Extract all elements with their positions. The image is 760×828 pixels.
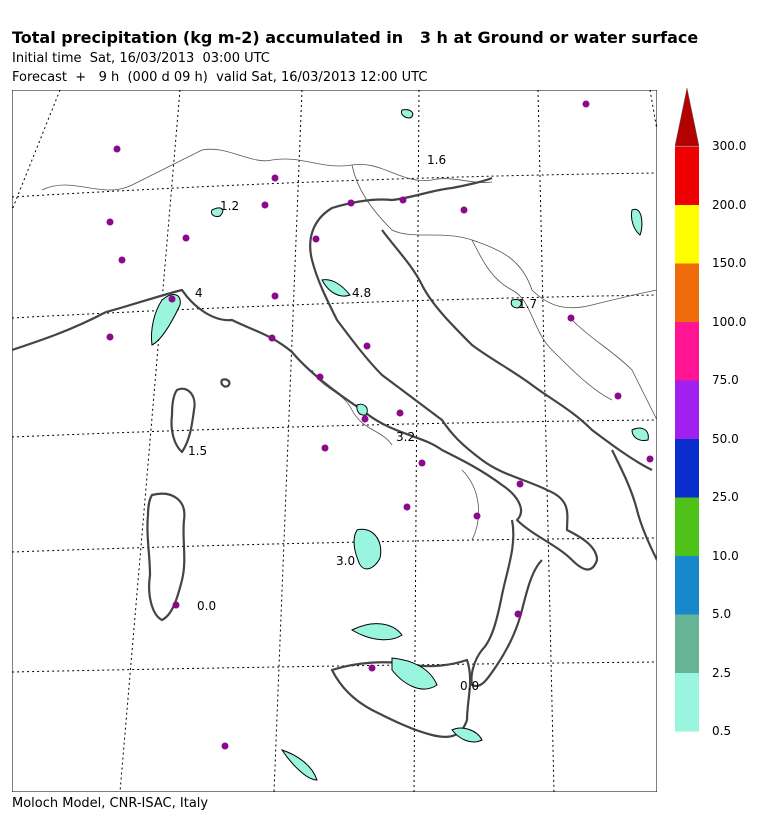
- station-marker: [107, 334, 114, 341]
- legend-swatch: [675, 381, 699, 440]
- legend-label: 2.5: [712, 665, 732, 680]
- value-label: 4: [195, 286, 203, 300]
- station-marker: [364, 343, 371, 350]
- legend-label: 200.0: [712, 197, 747, 212]
- station-marker: [397, 410, 404, 417]
- station-marker: [583, 101, 590, 108]
- station-marker: [272, 293, 279, 300]
- legend-swatch: [675, 322, 699, 381]
- map-title: Total precipitation (kg m-2) accumulated in 3 h at Ground or water surface: [12, 28, 699, 47]
- value-label: 1.6: [427, 153, 447, 167]
- station-marker: [322, 445, 329, 452]
- station-marker: [269, 335, 276, 342]
- legend-swatch: [675, 439, 699, 498]
- legend-top-arrow: [675, 88, 699, 146]
- value-label: 1.2: [220, 199, 240, 213]
- station-marker: [119, 257, 126, 264]
- station-marker: [400, 197, 407, 204]
- model-credit: Moloch Model, CNR-ISAC, Italy: [12, 796, 209, 811]
- legend-label: 75.0: [712, 373, 739, 387]
- station-marker: [615, 393, 622, 400]
- legend-label: 300.0: [712, 139, 747, 153]
- legend-swatch: [675, 264, 699, 323]
- station-marker: [517, 481, 524, 488]
- legend-label: 50.0: [712, 431, 739, 446]
- station-marker: [461, 207, 468, 214]
- value-label: 1.5: [188, 444, 208, 458]
- value-label: 4.8: [352, 286, 372, 300]
- legend-boxes: [675, 147, 699, 732]
- station-marker: [313, 236, 320, 243]
- legend-swatch: [675, 556, 699, 615]
- legend-label: 150.0: [712, 256, 747, 270]
- legend-label: 25.0: [712, 490, 739, 504]
- station-marker: [169, 296, 176, 303]
- color-legend: [675, 88, 699, 736]
- station-marker: [222, 743, 229, 750]
- station-marker: [404, 504, 411, 511]
- precipitation-map: [12, 90, 657, 792]
- value-label: 1.7: [518, 297, 538, 311]
- station-marker: [419, 460, 426, 467]
- station-marker: [107, 219, 114, 226]
- legend-label: 100.0: [712, 314, 747, 329]
- station-marker: [114, 146, 121, 153]
- station-marker: [568, 315, 575, 322]
- station-marker: [348, 200, 355, 207]
- legend-label: 10.0: [712, 548, 739, 563]
- value-label: 3.2: [396, 430, 416, 444]
- legend-swatch: [675, 498, 699, 557]
- legend-swatch: [675, 673, 699, 732]
- legend-swatch: [675, 615, 699, 674]
- station-marker: [474, 513, 481, 520]
- station-marker: [262, 202, 269, 209]
- station-marker: [173, 602, 180, 609]
- value-label: 0.0: [460, 679, 480, 693]
- forecast-time: Forecast + 9 h (000 d 09 h) valid Sat, 16/03/2013 12:00 UTC: [12, 70, 428, 85]
- legend-swatch: [675, 147, 699, 206]
- station-marker: [647, 456, 654, 463]
- station-marker: [515, 611, 522, 618]
- station-marker: [272, 175, 279, 182]
- station-marker: [362, 416, 369, 423]
- legend-label: 5.0: [712, 607, 732, 621]
- legend-swatch: [675, 205, 699, 264]
- station-marker: [317, 374, 324, 381]
- map-frame: [12, 90, 657, 792]
- value-label: 0.0: [197, 599, 217, 613]
- legend-label: 0.5: [712, 724, 732, 738]
- value-label: 3.0: [336, 554, 356, 568]
- station-marker: [183, 235, 190, 242]
- station-marker: [369, 665, 376, 672]
- initial-time: Initial time Sat, 16/03/2013 03:00 UTC: [12, 51, 270, 66]
